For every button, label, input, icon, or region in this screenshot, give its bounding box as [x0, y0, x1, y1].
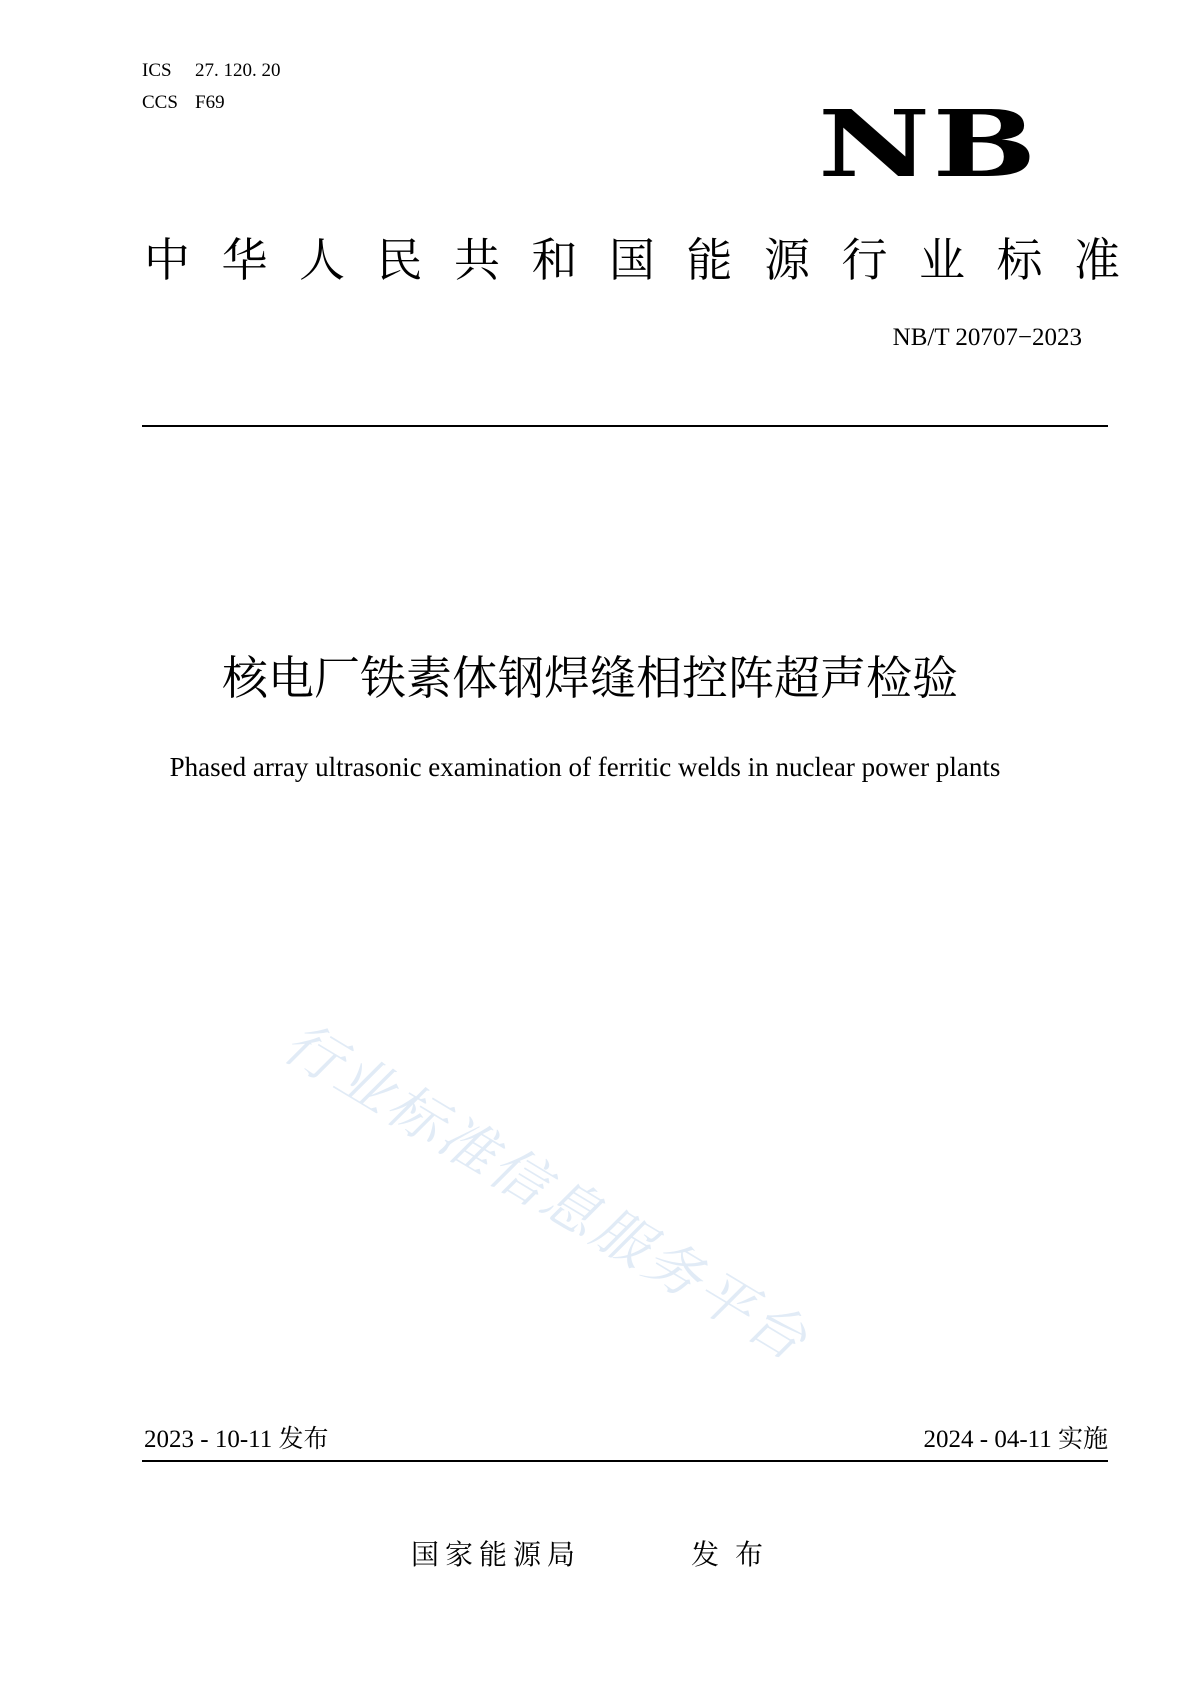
- standard-type-heading: [142, 230, 1122, 290]
- title-chinese: 核电厂铁素体钢焊缝相控阵超声检验: [222, 651, 958, 705]
- heading-char: 行: [841, 233, 888, 287]
- nb-logo: NB: [818, 89, 1039, 199]
- footer-divider: [142, 1460, 1108, 1462]
- heading-char: 和: [531, 233, 578, 287]
- heading-char: 国: [609, 233, 655, 287]
- title-english: Phased array ultrasonic examination of ferritic welds in nuclear power plants: [169, 752, 1001, 782]
- ics-code: [142, 60, 281, 82]
- header-divider: [142, 425, 1108, 427]
- implementation-date: 2024 - 04-11 实施: [923, 1426, 1108, 1453]
- heading-char: 业: [919, 233, 965, 287]
- standard-number: NB/T 20707−2023: [892, 324, 1082, 351]
- heading-char: 民: [376, 233, 423, 287]
- heading-char: 人: [299, 233, 345, 287]
- heading-char: 能: [686, 233, 733, 287]
- heading-char: 华: [221, 233, 268, 287]
- ccs-value: F69: [195, 92, 225, 113]
- ccs-label: CCS: [142, 92, 178, 113]
- ccs-code: [142, 92, 225, 114]
- heading-char: 准: [1074, 233, 1120, 287]
- issuer-action: 发布: [691, 1538, 780, 1571]
- issue-date: 2023 - 10-11 发布: [144, 1426, 329, 1453]
- issuer-line: [0, 1535, 1190, 1575]
- heading-char: 中: [144, 233, 190, 287]
- heading-char: 源: [764, 233, 810, 287]
- watermark: 行业标准信息服务平台: [272, 1010, 821, 1376]
- issuer-organization: 国家能源局: [410, 1538, 581, 1571]
- heading-char: 标: [996, 233, 1043, 287]
- ics-label: ICS: [142, 60, 172, 81]
- ics-value: 27. 120. 20: [195, 60, 281, 81]
- heading-char: 共: [454, 233, 500, 287]
